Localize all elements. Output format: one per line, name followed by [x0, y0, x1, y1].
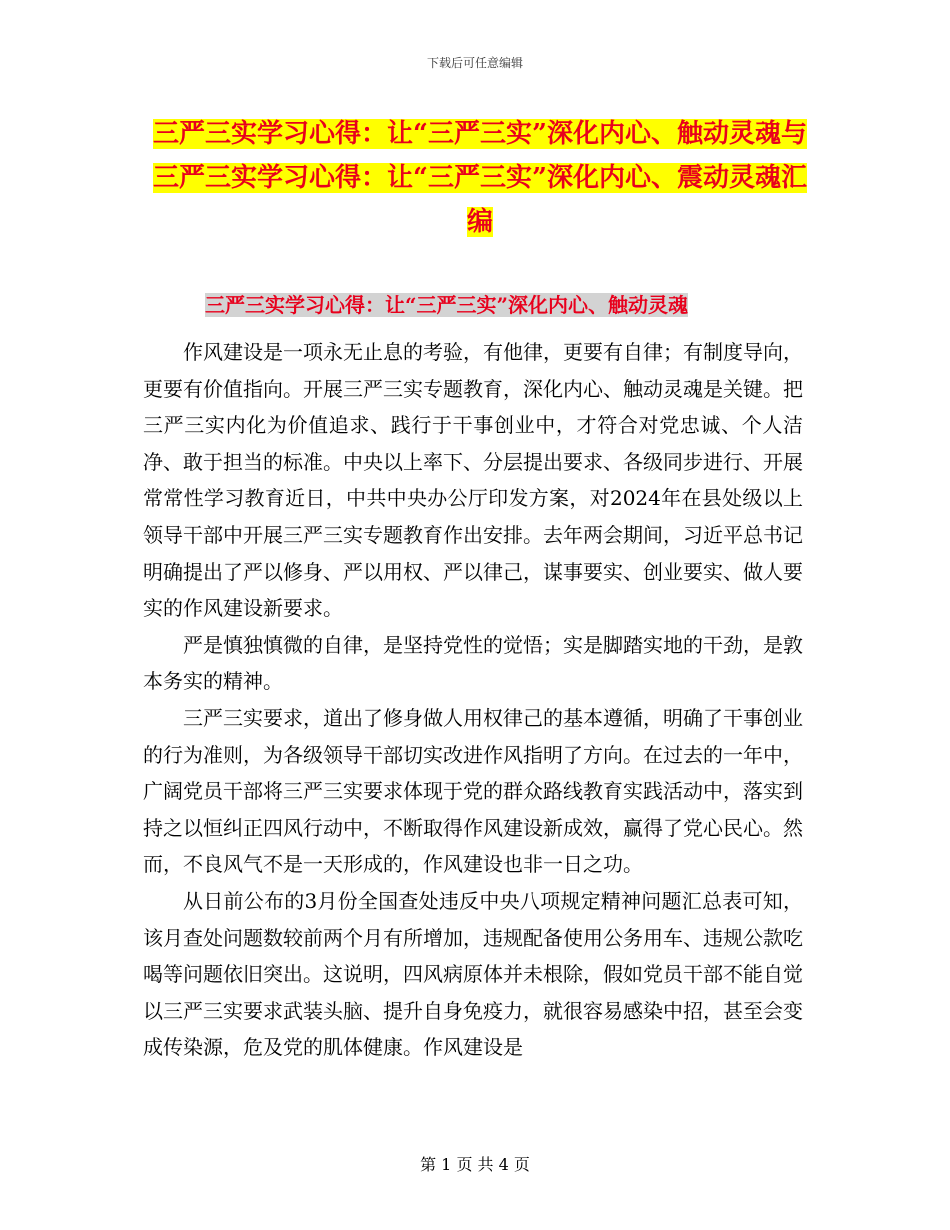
document-title [150, 112, 810, 244]
body-paragraph: 作风建设是一项永无止息的考验，有他律，更要有自律；有制度导向，更要有价值指向。开展三严三实专题教育，深化内心、触动灵魂是关键。把三严三实内化为价值追求、践行于干事创业中，才符合对党忠诚、个人洁净、敢于担当的标准。中央以上率下、分层提出要求、各级同步进行、开展常常性学习教育近日，中共中央办公厅印发方案，对2024年在县处级以上领导干部中开展三严三实专题教育作出安排。去年两会期间，习近平总书记明确提出了严以修身、严以用权、严以律己，谋事要实、创业要实、做人要实的作风建设新要求。 [143, 340, 803, 621]
body-paragraph: 三严三实要求，道出了修身做人用权律己的基本遵循，明确了干事创业的行为准则，为各级领导干部切实改进作风指明了方向。在过去的一年中，广阔党员干部将三严三实要求体现于党的群众路线教育实践活动中，落实到持之以恒纠正四风行动中，不断取得作风建设新成效，赢得了党心民心。然而，不良风气不是一天形成的，作风建设也非一日之功。 [143, 705, 803, 877]
page-footer: 第 1 页 共 4 页 [420, 1155, 530, 1174]
body-paragraph: 严是慎独慎微的自律，是坚持党性的觉悟；实是脚踏实地的干劲，是敦本务实的精神。 [143, 632, 803, 694]
body-paragraph: 从日前公布的3月份全国查处违反中央八项规定精神问题汇总表可知，该月查处问题数较前两个月有所增加，违规配备使用公务用车、违规公款吃喝等问题依旧突出。这说明，四风病原体并未根除，假如党员干部不能自觉以三严三实要求武装头脑、提升自身免疫力，就很容易感染中招，甚至会变成传染源，危及党的肌体健康。作风建设是 [143, 888, 803, 1060]
document-body [143, 334, 803, 1066]
section-heading-text: 三严三实学习心得：让“三严三实”深化内心、触动灵魂 [205, 293, 689, 317]
page-header: 下载后可任意编辑 [426, 56, 523, 70]
section-heading [205, 290, 688, 320]
document-title-text: 三严三实学习心得：让“三严三实”深化内心、触动灵魂与三严三实学习心得：让“三严三实”深化内心、震动灵魂汇编 [153, 119, 807, 237]
